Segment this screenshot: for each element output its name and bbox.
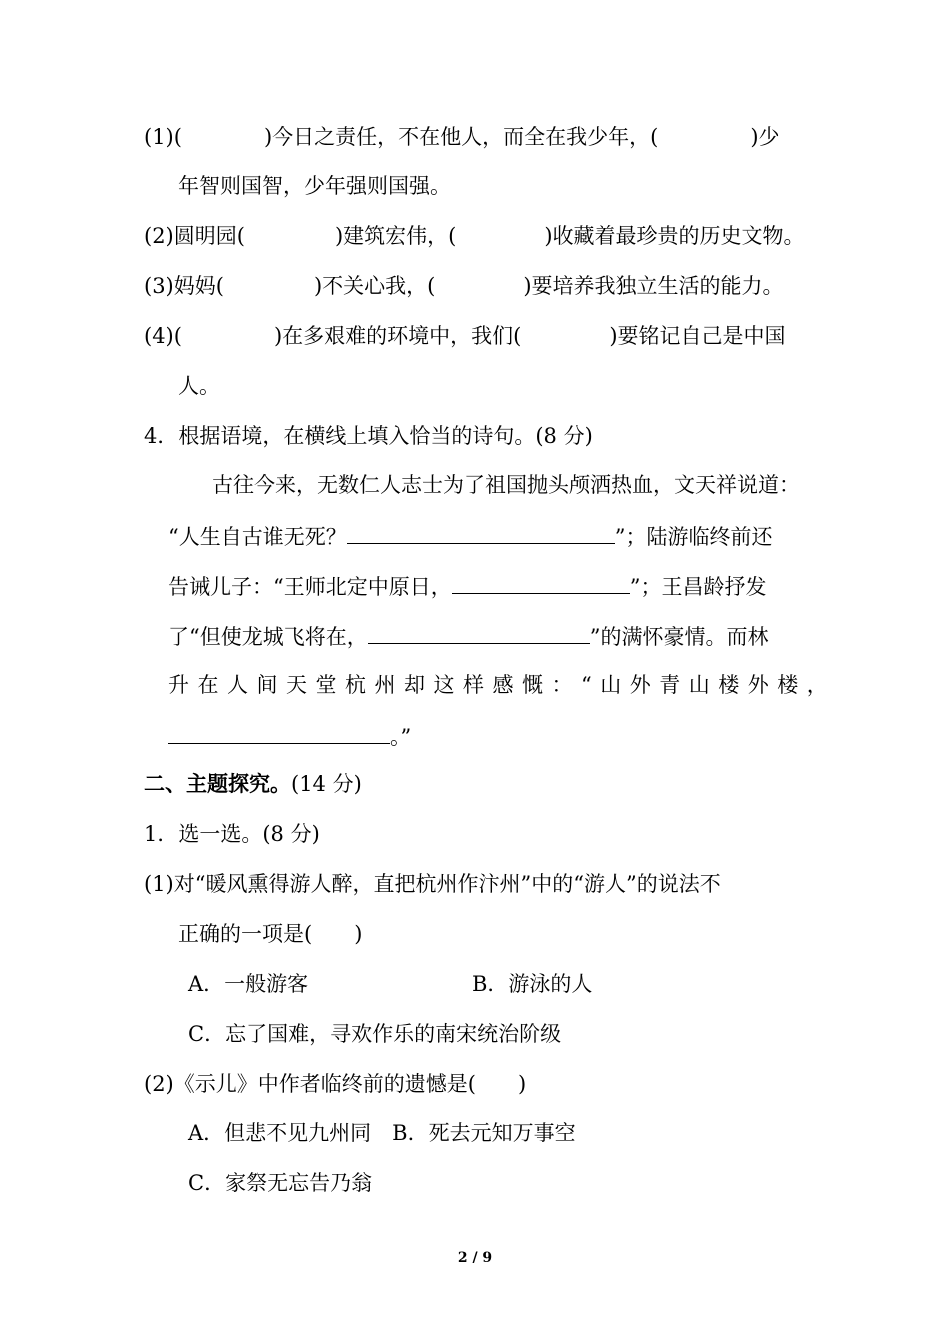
q4-paragraph-line-6 <box>168 721 411 751</box>
q3-item-3-mid: )不关心我，( <box>313 274 436 298</box>
poem-fill-line[interactable] <box>368 621 590 644</box>
q3-item-3-end: )要培养我独立生活的能力。 <box>523 274 784 298</box>
s2-q1-1-line-2: 正确的一项是( ) <box>178 922 363 946</box>
q4-paragraph-line-1: 古往今来，无数仁人志士为了祖国抛头颅洒热血，文天祥说道： <box>212 473 800 497</box>
q3-item-4-mid: )在多艰难的环境中，我们( <box>273 324 522 348</box>
s2-q1-2-option-c[interactable]: C．家祭无忘告乃翁 <box>188 1171 373 1195</box>
q3-item-4-start: (4)( <box>144 324 182 348</box>
q3-item-1 <box>144 123 780 151</box>
s2-q1-2-options-ab[interactable]: A．但悲不见九州同 B．死去元知万事空 <box>188 1121 576 1145</box>
q3-item-4-cont: 人。 <box>178 374 220 398</box>
q4-text: ”的满怀豪情。而林 <box>589 625 769 649</box>
q3-item-1-start: (1)( <box>144 125 182 149</box>
page-number: 2 / 9 <box>457 1250 493 1266</box>
q3-item-1-end: )少 <box>750 125 780 149</box>
q3-item-4-end: )要铭记自己是中国 <box>609 324 786 348</box>
q3-item-2-start: (2)圆明园( <box>144 224 245 248</box>
q3-item-3 <box>144 272 784 300</box>
poem-fill-line[interactable] <box>452 571 630 594</box>
s2-q1-1-option-a[interactable]: A．一般游客 <box>188 972 309 996</box>
s2-q1-1-option-b[interactable]: B．游泳的人 <box>472 972 593 996</box>
q4-text: 。” <box>390 725 412 749</box>
q3-item-2 <box>144 222 805 250</box>
section-2-heading <box>144 770 362 798</box>
s2-q1-2-line-1: (2)《示儿》中作者临终前的遗憾是( ) <box>144 1072 527 1096</box>
q4-paragraph-line-2 <box>168 521 773 551</box>
q3-item-2-mid: )建筑宏伟，( <box>334 224 457 248</box>
q4-text: “人生自古谁无死？ <box>168 525 347 549</box>
q3-item-2-end: )收藏着最珍贵的历史文物。 <box>544 224 805 248</box>
q3-item-1-cont: 年智则国智，少年强则国强。 <box>178 174 451 198</box>
q4-paragraph-line-3 <box>168 571 767 601</box>
poem-fill-line[interactable] <box>347 521 615 544</box>
s2-q1-1-option-c[interactable]: C．忘了国难，寻欢作乐的南宋统治阶级 <box>188 1022 562 1046</box>
s2-q1-1-line-1: (1)对“暖风熏得游人醉，直把杭州作汴州”中的“游人”的说法不 <box>144 872 721 896</box>
q3-item-3-start: (3)妈妈( <box>144 274 224 298</box>
q3-item-4 <box>144 322 786 350</box>
q4-paragraph-line-5: 升在人间天堂杭州却这样感慨：“山外青山楼外楼， <box>168 673 837 697</box>
q3-item-1-mid: )今日之责任，不在他人，而全在我少年，( <box>263 125 659 149</box>
poem-fill-line[interactable] <box>168 721 390 744</box>
q4-paragraph-line-4 <box>168 621 769 651</box>
s2-q1-title: 1．选一选。(8 分) <box>144 822 320 846</box>
q4-title: 4．根据语境，在横线上填入恰当的诗句。(8 分) <box>144 424 593 448</box>
q4-text: ”；陆游临终前还 <box>614 525 773 549</box>
q4-text: 告诫儿子：“王师北定中原日， <box>168 575 452 599</box>
section-2-title: 二、主题探究。 <box>144 772 291 796</box>
q4-text: ”；王昌龄抒发 <box>629 575 767 599</box>
section-2-score: (14 分) <box>291 772 362 796</box>
q4-text: 了“但使龙城飞将在， <box>168 625 368 649</box>
